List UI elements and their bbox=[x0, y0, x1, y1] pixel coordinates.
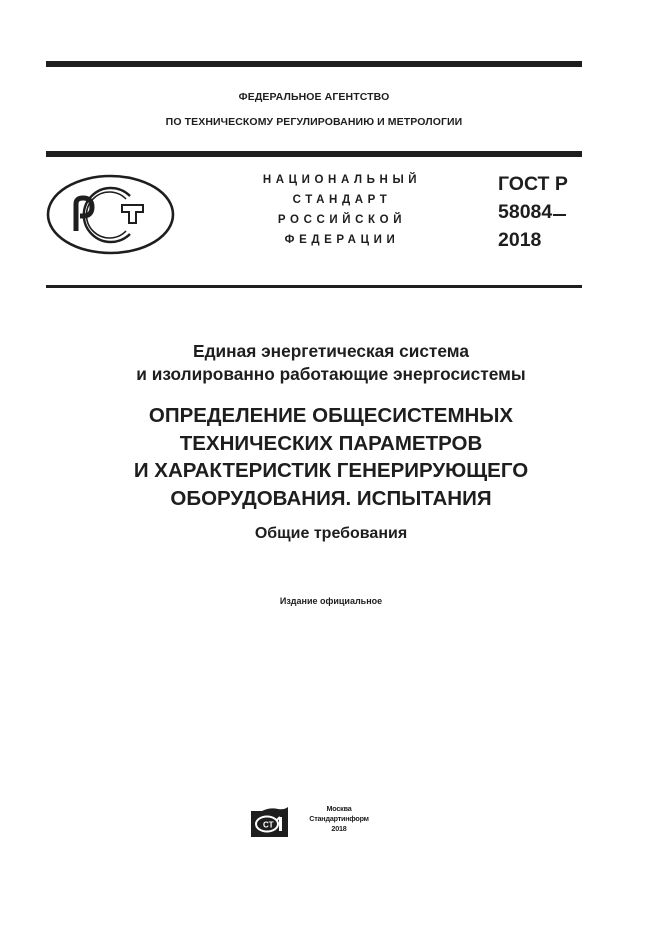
designation-number: 58084 bbox=[498, 201, 553, 223]
document-subtitle bbox=[46, 340, 616, 386]
title-line: ТЕХНИЧЕСКИХ ПАРАМЕТРОВ bbox=[179, 431, 483, 455]
designation-number-line bbox=[498, 198, 568, 226]
official-edition-label: Издание официальное bbox=[279, 596, 383, 606]
title-divider-rule bbox=[46, 285, 582, 288]
publisher-name: Стандартинформ bbox=[309, 814, 369, 823]
rst-certification-emblem-icon bbox=[46, 174, 175, 255]
top-rule bbox=[46, 61, 582, 67]
publisher-city: Москва bbox=[326, 804, 352, 813]
standard-type-line: СТАНДАРТ bbox=[292, 194, 392, 206]
header-divider-rule bbox=[46, 151, 582, 157]
publisher-year: 2018 bbox=[331, 824, 347, 833]
publisher-imprint bbox=[294, 804, 384, 834]
subtitle-line: Единая энергетическая система bbox=[193, 341, 469, 361]
designation-prefix: ГОСТ Р bbox=[498, 173, 568, 195]
title-line: И ХАРАКТЕРИСТИК ГЕНЕРИРУЮЩЕГО bbox=[133, 459, 529, 482]
designation-dash bbox=[553, 214, 566, 216]
standartinform-logo-icon bbox=[250, 805, 290, 839]
standard-type-block bbox=[240, 170, 440, 250]
designation-year: 2018 bbox=[498, 229, 542, 251]
title-line: ОПРЕДЕЛЕНИЕ ОБЩЕСИСТЕМНЫХ bbox=[148, 404, 514, 427]
subtitle-line: и изолированно работающие энергосистемы bbox=[136, 364, 526, 384]
agency-line-2: ПО ТЕХНИЧЕСКОМУ РЕГУЛИРОВАНИЮ И МЕТРОЛОГИИ bbox=[165, 116, 463, 128]
standard-designation bbox=[498, 170, 568, 254]
svg-text:СТ: СТ bbox=[263, 820, 274, 830]
general-requirements-label: Общие требования bbox=[254, 525, 408, 542]
title-line: ОБОРУДОВАНИЯ. ИСПЫТАНИЯ bbox=[170, 486, 492, 510]
document-title bbox=[46, 402, 616, 512]
standard-type-line: НАЦИОНАЛЬНЫЙ bbox=[262, 174, 422, 186]
standard-type-line: РОССИЙСКОЙ bbox=[277, 214, 407, 226]
agency-line-1: ФЕДЕРАЛЬНОЕ АГЕНТСТВО bbox=[238, 91, 390, 103]
standard-type-line: ФЕДЕРАЦИИ bbox=[284, 234, 400, 246]
